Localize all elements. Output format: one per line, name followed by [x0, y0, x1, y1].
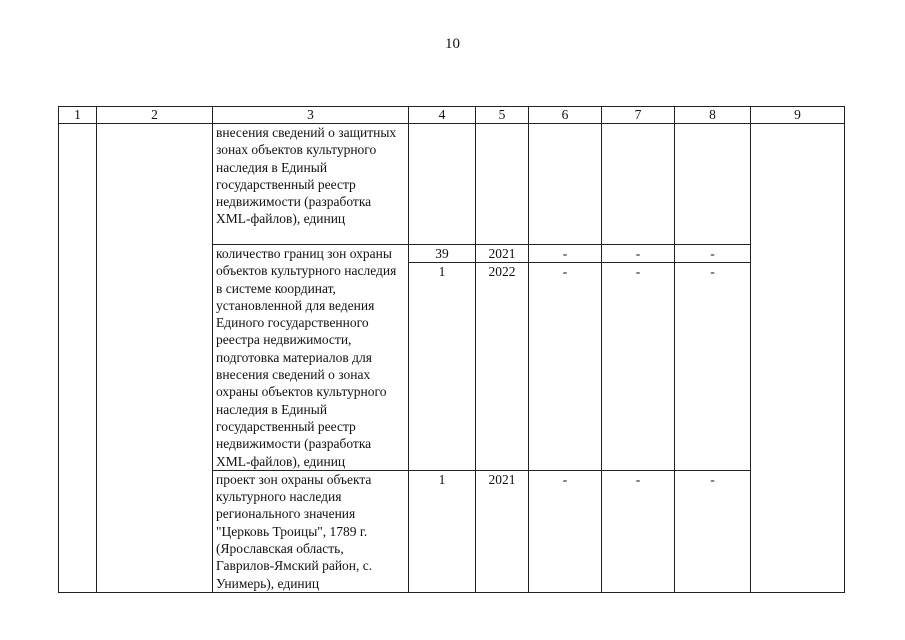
table-cell: - — [602, 470, 675, 592]
year-cell: 2022 — [476, 263, 529, 471]
column-header: 6 — [529, 107, 602, 124]
table-cell-col2 — [97, 124, 213, 593]
table-cell: - — [529, 470, 602, 592]
value-cell: 1 — [409, 470, 476, 592]
column-header: 2 — [97, 107, 213, 124]
data-table — [58, 106, 845, 593]
table-cell: - — [675, 263, 751, 471]
column-header: 8 — [675, 107, 751, 124]
indicator-text-cell: количество границ зон охраны объектов культурного наследия в системе координат, установленной для ведения Единого государственного реестра недвижимости, подготовка материалов для внесения сведений о зонах охраны объектов культурного наследия в Единый государственный реестр недвижимости (разработка XML-файлов), единиц — [213, 245, 409, 471]
column-header: 4 — [409, 107, 476, 124]
year-cell: 2021 — [476, 470, 529, 592]
column-header: 1 — [59, 107, 97, 124]
page-number: 10 — [445, 36, 460, 52]
table-cell: - — [529, 245, 602, 263]
year-cell: 2021 — [476, 245, 529, 263]
column-header: 3 — [213, 107, 409, 124]
table-cell — [476, 124, 529, 245]
column-header: 5 — [476, 107, 529, 124]
table-cell: - — [602, 245, 675, 263]
value-cell: 1 — [409, 263, 476, 471]
indicator-text-cell: проект зон охраны объекта культурного наследия регионального значения "Церковь Троицы", 1789 г. (Ярославская область, Гаврилов-Ямский район, с. Унимерь), единиц — [213, 470, 409, 592]
table-cell-col1 — [59, 124, 97, 593]
table-cell — [602, 124, 675, 245]
table-header-row — [59, 107, 845, 124]
column-header: 7 — [602, 107, 675, 124]
column-header: 9 — [751, 107, 845, 124]
value-cell: 39 — [409, 245, 476, 263]
table-cell — [675, 124, 751, 245]
table-row — [59, 124, 845, 245]
table-cell-col9 — [751, 124, 845, 593]
table-cell: - — [675, 245, 751, 263]
table-cell: - — [602, 263, 675, 471]
table-cell — [409, 124, 476, 245]
table-cell: - — [675, 470, 751, 592]
table-cell — [529, 124, 602, 245]
table-cell: - — [529, 263, 602, 471]
indicator-text-cell: внесения сведений о защитных зонах объектов культурного наследия в Единый государственный реестр недвижимости (разработка XML-файлов), единиц — [213, 124, 409, 245]
